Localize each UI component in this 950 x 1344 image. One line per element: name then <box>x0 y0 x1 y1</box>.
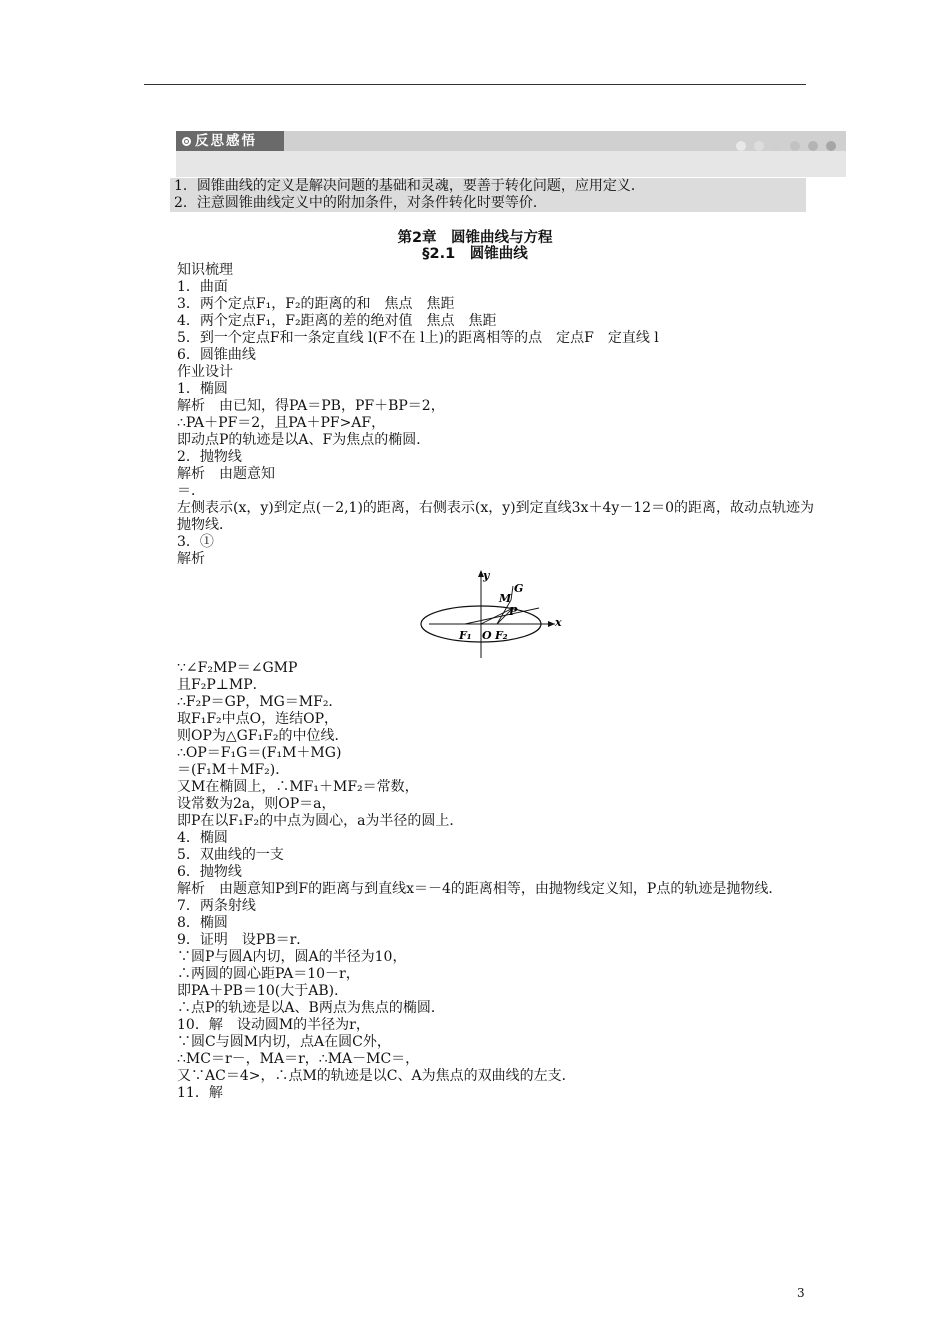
text-line: 解析 <box>177 551 205 567</box>
text-line: 又M在椭圆上，∴MF₁＋MF₂＝常数， <box>177 779 419 795</box>
text-line: 2．抛物线 <box>177 449 242 465</box>
page-number: 3 <box>797 1286 805 1300</box>
text-line: ∴点P的轨迹是以A、B两点为焦点的椭圆． <box>177 1000 445 1016</box>
text-line: 1．曲面 <box>177 279 228 295</box>
ellipse-figure <box>177 568 817 660</box>
label-m: M <box>499 592 512 605</box>
text-line: 解析 由已知，得PA＝PB，PF＋BP＝2， <box>177 398 445 414</box>
text-line: ∴F₂P＝GP，MG＝MF₂． <box>177 694 343 710</box>
label-o: O <box>482 629 492 642</box>
text-line: 7．两条射线 <box>177 898 256 914</box>
text-line: ＝． <box>177 483 205 499</box>
reflection-header <box>176 131 846 151</box>
text-line: ＝(F₁M＋MF₂)． <box>177 762 290 778</box>
label-p: P <box>509 605 518 618</box>
text-line: 知识梳理 <box>177 262 233 278</box>
text-line: ∴OP＝F₁G＝(F₁M＋MG) <box>177 745 342 761</box>
text-line: ∵圆P与圆A内切，圆A的半径为10， <box>177 949 407 965</box>
text-line: 即动点P的轨迹是以A、F为焦点的椭圆． <box>177 432 431 448</box>
decorative-dot <box>790 141 800 151</box>
text-line: 4．两个定点F₁，F₂距离的差的绝对值 焦点 焦距 <box>177 313 497 329</box>
text-line: ∵∠F₂MP＝∠GMP <box>177 660 298 676</box>
label-y: y <box>483 569 490 582</box>
label-f1: F₁ <box>459 629 472 642</box>
text-line: 即PA＋PB＝10(大于AB)． <box>177 983 349 999</box>
target-icon <box>182 137 191 146</box>
text-line: 即P在以F₁F₂的中点为圆心，a为半径的圆上． <box>177 813 464 829</box>
text-line: 又∵AC＝4>，∴点M的轨迹是以C、A为焦点的双曲线的左支． <box>177 1068 576 1084</box>
section-title: §2.1 圆锥曲线 <box>422 246 528 262</box>
reflection-item: 1．圆锥曲线的定义是解决问题的基础和灵魂，要善于转化问题，应用定义． <box>174 178 645 194</box>
text-line: 设常数为2a，则OP＝a， <box>177 796 336 812</box>
text-line: 4．椭圆 <box>177 830 228 846</box>
chapter-title: 第2章 圆锥曲线与方程 <box>397 230 553 246</box>
text-line: 9．证明 设PB＝r． <box>177 932 311 948</box>
text-line: 取F₁F₂中点O，连结OP， <box>177 711 339 727</box>
text-line: 则OP为△GF₁F₂的中位线． <box>177 728 349 744</box>
text-line: 且F₂P⊥MP． <box>177 677 267 693</box>
text-line: 10．解 设动圆M的半径为r， <box>177 1017 370 1033</box>
text-line: ∴两圆的圆心距PA＝10－r， <box>177 966 360 982</box>
reflection-item: 2．注意圆锥曲线定义中的附加条件，对条件转化时要等价． <box>174 195 547 211</box>
reflection-band <box>176 151 846 177</box>
text-line: 5．到一个定点F和一条定直线 l(F不在 l上)的距离相等的点 定点F 定直线 l <box>177 330 659 346</box>
decorative-dot <box>772 141 782 151</box>
text-line: 6．抛物线 <box>177 864 242 880</box>
ellipse-diagram <box>177 568 817 660</box>
label-f2: F₂ <box>495 629 508 642</box>
text-line: 左侧表示(x，y)到定点(－2,1)的距离，右侧表示(x，y)到定直线3x＋4y－12＝0的距离，故动点轨迹为抛物线． <box>177 500 814 533</box>
label-g: G <box>514 582 524 595</box>
text-line: 1．椭圆 <box>177 381 228 397</box>
reflection-items <box>170 178 806 212</box>
text-line: 解析 由题意知 <box>177 466 275 482</box>
text-line: ∵圆C与圆M内切，点A在圆C外， <box>177 1034 391 1050</box>
text-line: ∴MC＝r－，MA＝r，∴MA－MC＝， <box>177 1051 420 1067</box>
decorative-dot <box>736 141 746 151</box>
text-line: 5．双曲线的一支 <box>177 847 284 863</box>
text-line: 解析 由题意知P到F的距离与到直线x＝－4的距离相等，由抛物线定义知，P点的轨迹是抛物线． <box>177 881 783 897</box>
text-line: 8．椭圆 <box>177 915 228 931</box>
label-x: x <box>555 616 562 629</box>
text-line: 11．解 <box>177 1085 223 1101</box>
text-line: ∴PA＋PF＝2，且PA＋PF>AF， <box>177 415 386 431</box>
top-rule <box>144 84 806 85</box>
text-line: 3．① <box>177 534 214 550</box>
text-line: 6．圆锥曲线 <box>177 347 256 363</box>
solution-content <box>177 262 817 1102</box>
reflection-label: 反思感悟 <box>176 131 284 151</box>
decorative-dot <box>826 141 836 151</box>
text-line: 作业设计 <box>177 364 233 380</box>
text-line: 3．两个定点F₁，F₂的距离的和 焦点 焦距 <box>177 296 455 312</box>
decorative-dot <box>808 141 818 151</box>
decorative-dot <box>754 141 764 151</box>
